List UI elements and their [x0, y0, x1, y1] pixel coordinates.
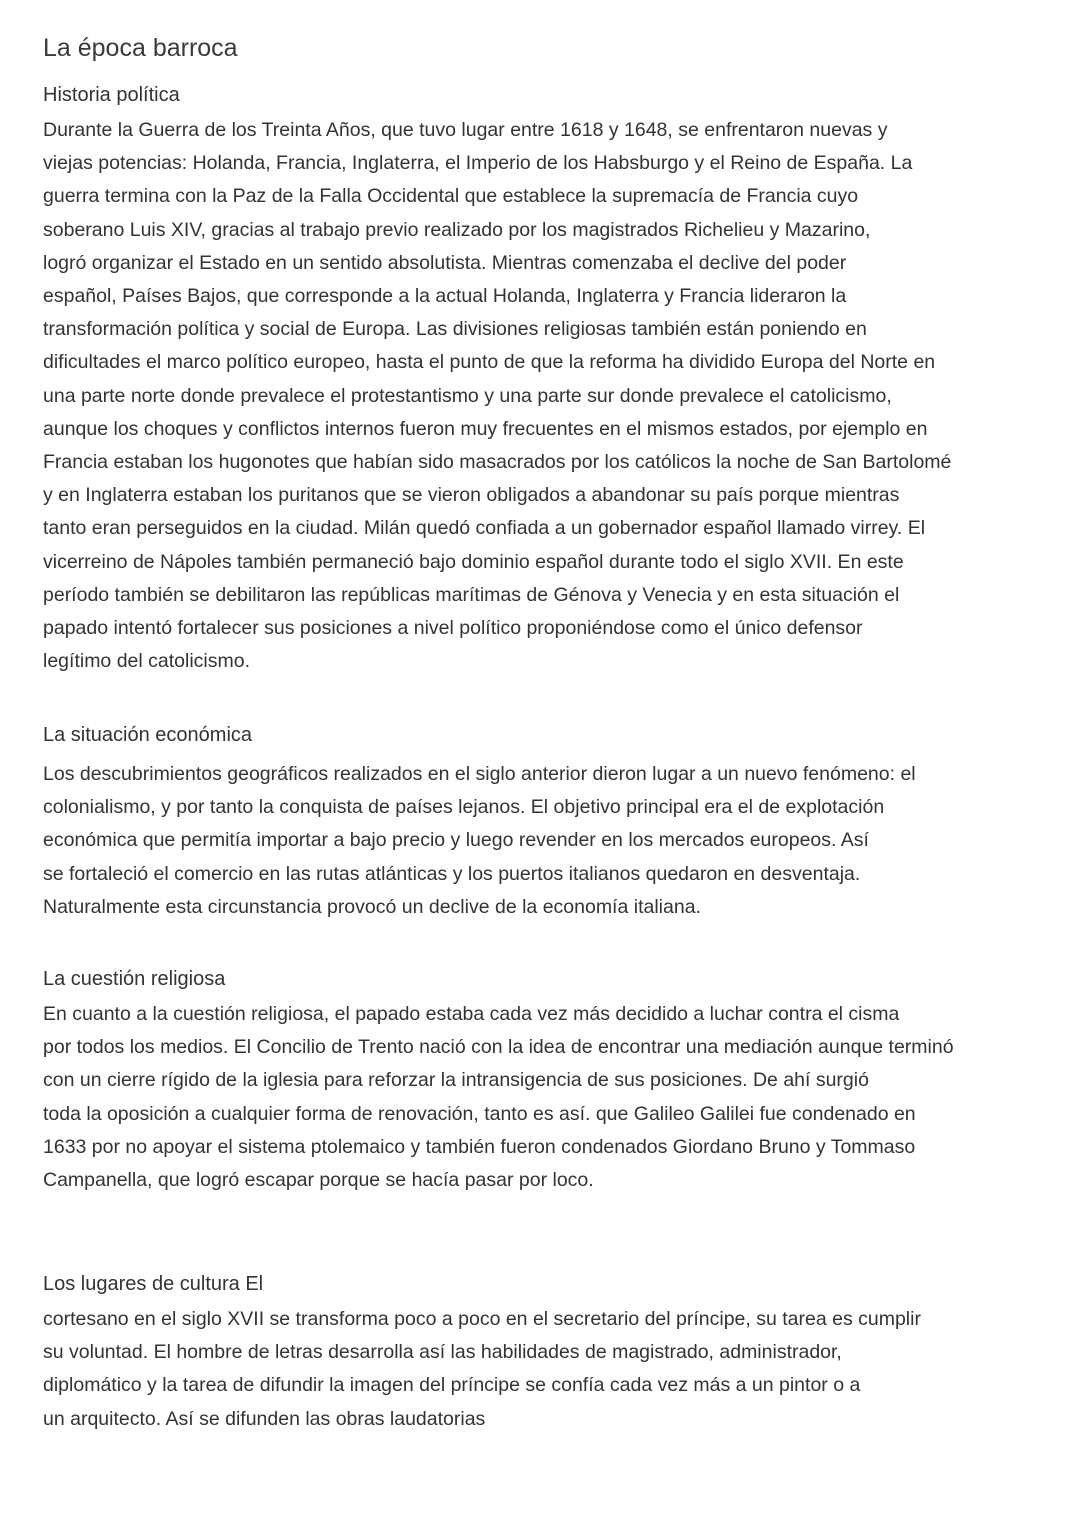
text-line: guerra termina con la Paz de la Falla Occidental que establece la supremacía de Francia cuyo — [43, 185, 859, 208]
text-line: se fortaleció el comercio en las rutas atlánticas y los puertos italianos quedaron en desventaja. — [43, 862, 861, 885]
section-heading: La cuestión religiosa — [43, 968, 226, 990]
text-line: diplomático y la tarea de difundir la imagen del príncipe se confía cada vez más a un pintor o a — [43, 1374, 861, 1397]
text-line: papado intentó fortalecer sus posiciones a nivel político proponiéndose como el único defensor — [43, 617, 863, 640]
text-line: una parte norte donde prevalece el protestantismo y una parte sur donde prevalece el catolicismo, — [43, 384, 892, 407]
text-line: viejas potencias: Holanda, Francia, Inglaterra, el Imperio de los Habsburgo y el Reino de España. La — [43, 152, 913, 175]
text-line: logró organizar el Estado en un sentido absolutista. Mientras comenzaba el declive del poder — [43, 251, 847, 274]
text-line: económica que permitía importar a bajo precio y luego revender en los mercados europeos. Así — [43, 829, 869, 852]
text-line: Durante la Guerra de los Treinta Años, que tuvo lugar entre 1618 y 1648, se enfrentaron nuevas y — [43, 119, 888, 141]
text-line: legítimo del catolicismo. — [43, 650, 250, 673]
text-line: con un cierre rígido de la iglesia para reforzar la intransigencia de sus posiciones. De ahí surgió — [43, 1069, 869, 1092]
text-line: Los descubrimientos geográficos realizados en el siglo anterior dieron lugar a un nuevo fenómeno: el — [43, 763, 916, 785]
text-line: dificultades el marco político europeo, hasta el punto de que la reforma ha dividido Europa del Norte en — [43, 351, 936, 374]
text-line: 1633 por no apoyar el sistema ptolemaico y también fueron condenados Giordano Bruno y Tommaso — [43, 1135, 916, 1158]
text-line: su voluntad. El hombre de letras desarrolla así las habilidades de magistrado, administrador, — [43, 1341, 842, 1364]
text-line: Francia estaban los hugonotes que habían sido masacrados por los católicos la noche de San Bartolomé — [43, 451, 952, 474]
text-line: español, Países Bajos, que corresponde a la actual Holanda, Inglaterra y Francia lideraron la — [43, 285, 847, 308]
text-line: toda la oposición a cualquier forma de renovación, tanto es así. que Galileo Galilei fue condenado en — [43, 1102, 916, 1125]
text-line: cortesano en el siglo XVII se transforma poco a poco en el secretario del príncipe, su tarea es cumplir — [43, 1308, 921, 1330]
section-body — [43, 998, 954, 1197]
text-line: vicerreino de Nápoles también permaneció bajo dominio español durante todo el siglo XVII. En este — [43, 550, 904, 573]
text-line: transformación política y social de Europa. Las divisiones religiosas también están poniendo en — [43, 318, 867, 341]
text-line: Campanella, que logró escapar porque se hacía pasar por loco. — [43, 1169, 594, 1192]
text-line: En cuanto a la cuestión religiosa, el papado estaba cada vez más decidido a luchar contra el cisma — [43, 1003, 900, 1025]
text-line: tanto eran perseguidos en la ciudad. Milán quedó confiada a un gobernador español llamado virrey. El — [43, 517, 926, 540]
text-line: Naturalmente esta circunstancia provocó un declive de la economía italiana. — [43, 895, 701, 918]
section-body — [43, 758, 916, 924]
text-line: período también se debilitaron las repúblicas marítimas de Génova y Venecia y en esta situación el — [43, 583, 900, 606]
text-line: aunque los choques y conflictos internos fueron muy frecuentes en el mismos estados, por ejemplo en — [43, 417, 928, 440]
text-line: un arquitecto. Así se difunden las obras laudatorias — [43, 1407, 486, 1430]
section-heading: La situación económica — [43, 724, 253, 746]
text-line: por todos los medios. El Concilio de Trento nació con la idea de encontrar una mediación aunque terminó — [43, 1036, 954, 1059]
section-heading: Los lugares de cultura El — [43, 1273, 264, 1295]
document-title: La época barroca — [43, 34, 238, 62]
section-heading: Historia política — [43, 84, 180, 106]
text-line: colonialismo, y por tanto la conquista de países lejanos. El objetivo principal era el de explotación — [43, 796, 885, 819]
text-line: y en Inglaterra estaban los puritanos que se vieron obligados a abandonar su país porque mientras — [43, 484, 900, 507]
section-body — [43, 1303, 921, 1436]
section-body — [43, 114, 951, 678]
text-line: soberano Luis XIV, gracias al trabajo previo realizado por los magistrados Richelieu y Mazarino, — [43, 218, 871, 241]
